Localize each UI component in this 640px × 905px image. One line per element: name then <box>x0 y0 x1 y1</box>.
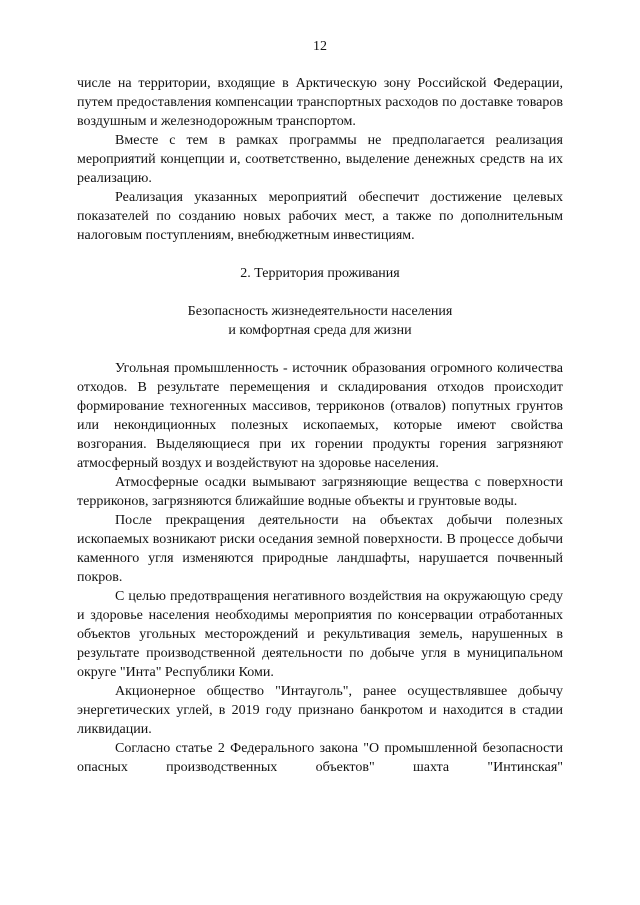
subsection-title-line-1: Безопасность жизнедеятельности населения <box>187 304 453 319</box>
paragraph-1: числе на территории, входящие в Арктическую зону Российской Федерации, путем предоставления компенсации транспортных расходов по доставке товаров воздушным и железнодорожным транспортом. <box>77 76 563 129</box>
section-title: 2. Территория проживания <box>240 266 400 281</box>
paragraph-4: Угольная промышленность - источник образования огромного количества отходов. В результате перемещения и складирования отходов происходит формирование техногенных массивов, терриконов (отвалов) попутных грунтов или некондиционных полезных ископаемых, которые имеют свойства возгорания. Выделяющиеся при их горении продукты горения загрязняют атмосферный воздух и воздействуют на здоровье населения. <box>77 361 563 471</box>
paragraph-2: Вместе с тем в рамках программы не предполагается реализация мероприятий концепции и, соответственно, выделение денежных средств на их реализацию. <box>77 133 563 186</box>
page-number: 12 <box>313 39 327 54</box>
paragraph-3: Реализация указанных мероприятий обеспечит достижение целевых показателей по созданию новых рабочих мест, а также по дополнительным налоговым поступлениям, внебюджетным инвестициям. <box>77 190 563 243</box>
paragraph-7: С целью предотвращения негативного воздействия на окружающую среду и здоровье населения необходимы мероприятия по консервации отработанных объектов угольных месторождений и рекультивация земель, нарушенных в результате производственной деятельности по добыче угля в муниципальном округе "Инта" Республики Коми. <box>77 589 563 680</box>
subsection-title <box>77 302 563 340</box>
subsection-title-line-2: и комфортная среда для жизни <box>228 323 412 338</box>
paragraph-8: Акционерное общество "Интауголь", ранее осуществлявшее добычу энергетических углей, в 2019 году признано банкротом и находится в стадии ликвидации. <box>77 684 563 737</box>
paragraph-9: Согласно статье 2 Федерального закона "О промышленной безопасности опасных производственных объектов" шахта "Интинская" <box>77 741 563 775</box>
document-body <box>77 74 563 777</box>
paragraph-5: Атмосферные осадки вымывают загрязняющие вещества с поверхности терриконов, загрязняются ближайшие водные объекты и грунтовые воды. <box>77 475 563 509</box>
section-body <box>77 359 563 777</box>
paragraph-6: После прекращения деятельности на объектах добычи полезных ископаемых возникают риски оседания земной поверхности. В процессе добычи каменного угля изменяются природные ландшафты, нарушается почвенный покров. <box>77 513 563 585</box>
